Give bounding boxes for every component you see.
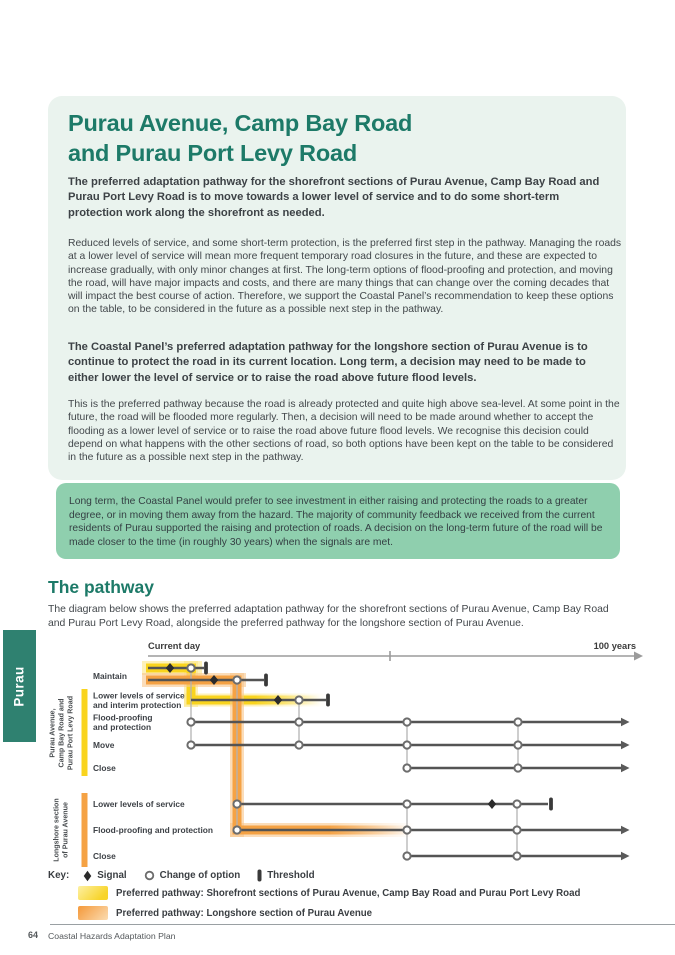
key-signal-label: Signal — [97, 870, 127, 881]
body-paragraph-1: Reduced levels of service, and some short-term protection, is the preferred first step in the pathway. Managing the roads at a lower level of service will mean more frequent temporary road closures in the future, and these are expected to increase gradually, with only minor changes at first. The long-term options of flood-proofing and protection, and moving the road, will have major impacts and costs, and there are many things that can change over the coming decades that will impact the best course of action. Therefore, we support the Coastal Panel’s recommendation to keep these options on the table, to be considered in the future as a possible next step in the pathway. — [68, 238, 622, 316]
group-label-longshore-line2: of Purau Avenue — [61, 802, 70, 858]
side-tab-label: Purau — [12, 665, 28, 707]
option-label-lower-levels-1: Lower levels of service — [93, 690, 185, 701]
option-label-floodproofing-2: and protection — [93, 722, 152, 732]
summary-panel — [48, 96, 626, 480]
threshold-markers — [204, 662, 553, 811]
key-label: Key: — [48, 870, 70, 881]
group-label-longshore-line1: Longshore section — [52, 798, 61, 862]
group-label-shorefront-line3: Purau Port Levy Road — [66, 695, 75, 771]
option-label-lower-levels-longshore: Lower levels of service — [93, 799, 185, 809]
page-title-line2: and Purau Port Levy Road — [68, 140, 358, 166]
page-title — [68, 108, 412, 168]
group-label-shorefront-line1: Purau Avenue, — [48, 708, 57, 758]
lead-paragraph-shorefront: The preferred adaptation pathway for the shorefront sections of Purau Avenue, Camp Bay Road and Purau Port Levy Road is to move towards a lower level of service and to do some short-term protection work along the shorefront as needed. — [68, 176, 600, 219]
legend-shorefront-label: Preferred pathway: Shorefront sections of Purau Avenue, Camp Bay Road and Purau Port Levy Road — [116, 887, 581, 899]
legend-swatch-yellow — [78, 886, 108, 900]
footer-title: Coastal Hazards Adaptation Plan — [48, 930, 176, 941]
option-label-floodproofing-longshore: Flood-proofing and protection — [93, 825, 214, 835]
key-threshold-label: Threshold — [267, 870, 315, 881]
timeline-end-label: 100 years — [593, 641, 636, 651]
body-paragraph-2: This is the preferred pathway because the road is already protected and quite high above sea-level. At some point in the future, the road will be flooded more regularly. Then, a decision will need to be made around whether to accept the flooding as a lower level of service or to raise the road above future flood levels. We recognise this decision could depend on what happens with the other sections of road, so both options have been kept on the table to be considered in the future as a possible next step in the pathway. — [68, 399, 620, 464]
group-label-shorefront-line2: Camp Bay Road and — [57, 698, 66, 768]
option-line-arrowheads — [621, 718, 630, 860]
option-label-lower-levels-2: and interim protection — [93, 700, 182, 710]
diagram-key — [48, 869, 332, 882]
timeline-start-label: Current day — [148, 641, 201, 651]
option-label-floodproofing-1: Flood-proofing — [93, 712, 153, 723]
change-of-option-circle-icon — [144, 870, 155, 881]
legend-longshore — [78, 906, 372, 920]
group-labels — [49, 696, 75, 862]
key-item-threshold — [257, 869, 314, 882]
page-title-line1: Purau Avenue, Camp Bay Road — [68, 110, 413, 136]
option-label-maintain: Maintain — [93, 671, 127, 681]
signal-diamond-icon — [83, 870, 92, 882]
key-item-signal — [83, 870, 126, 882]
long-term-callout — [56, 483, 620, 559]
timeline — [148, 641, 643, 661]
option-label-close-longshore: Close — [93, 851, 116, 861]
threshold-bar-icon — [257, 869, 262, 882]
timeline-arrowhead — [634, 652, 643, 661]
pathway-intro: The diagram below shows the preferred adaptation pathway for the shorefront sections of Purau Avenue, Camp Bay Road and Purau Port Levy Road, alongside the preferred pathway for the longshore section of Purau Avenue. — [48, 604, 609, 629]
page-number: 64 — [28, 930, 39, 940]
footer-rule — [50, 924, 675, 925]
option-label-close: Close — [93, 763, 116, 773]
pathway-heading: The pathway — [48, 577, 154, 597]
group-bar-shorefront — [82, 689, 88, 776]
legend-longshore-label: Preferred pathway: Longshore section of Purau Avenue — [116, 907, 373, 919]
option-label-move: Move — [93, 740, 115, 750]
key-item-change — [144, 870, 241, 881]
legend-shorefront — [78, 886, 580, 900]
pathway-diagram — [0, 638, 675, 876]
key-change-label: Change of option — [159, 870, 241, 881]
group-bar-longshore — [82, 793, 88, 867]
legend-swatch-orange — [78, 906, 108, 920]
lead-paragraph-longshore: The Coastal Panel’s preferred adaptation pathway for the longshore section of Purau Avenue is to continue to protect the road in its current location. Long term, a decision may need to be made to either lower the level of service or to raise the road above future flood levels. — [68, 341, 588, 384]
callout-text: Long term, the Coastal Panel would prefer to see investment in either raising and protecting the roads to a greater degree, or in moving them away from the hazard. The majority of community feedback we received from the current residents of Purau supported the raising and protection of roads. A decision on the long-term future of the road will be made closer to the time (in roughly 30 years) when the signals are met. — [69, 496, 603, 548]
